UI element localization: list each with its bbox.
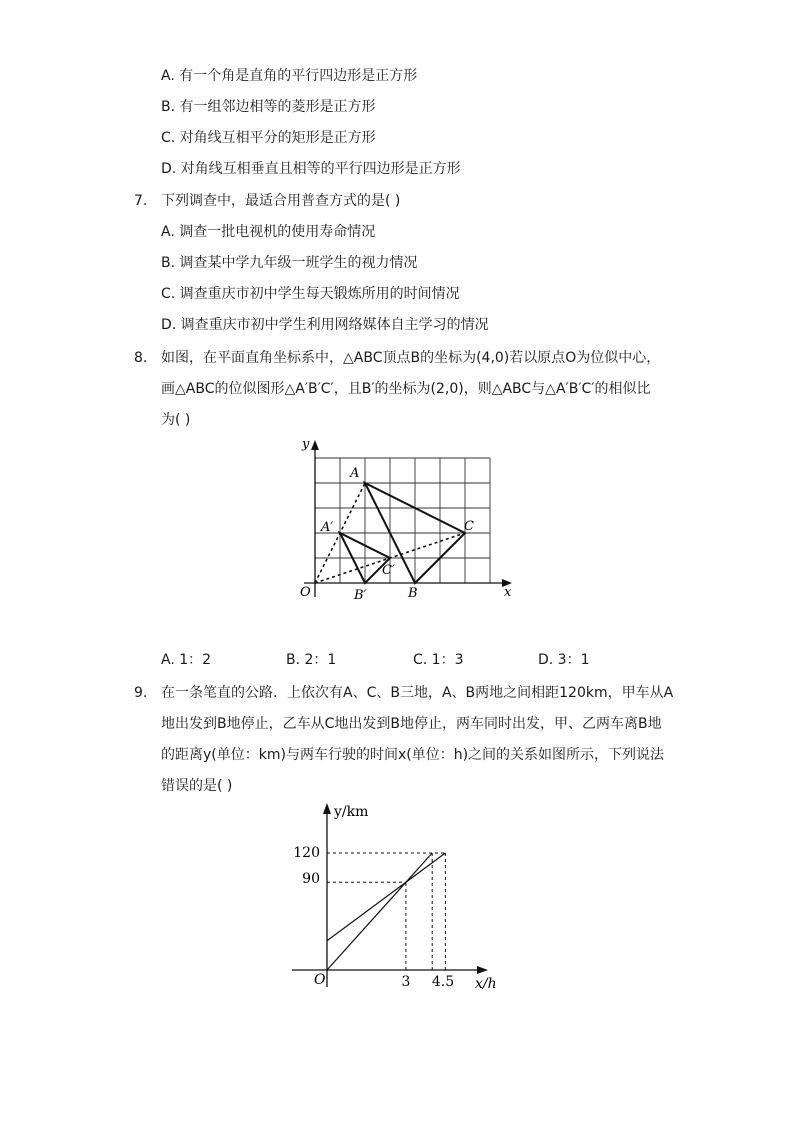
q9-number: 9. (134, 685, 148, 701)
q9-x-axis-arrow (477, 966, 488, 974)
q9-series-line-jia (327, 853, 445, 970)
q9-xtick-4.5: 4.5 (431, 974, 455, 990)
q9-ytick-90: 90 (302, 871, 320, 887)
q8-option-b: B. 2：1 (286, 652, 337, 668)
q9-y-axis-arrow (323, 803, 331, 814)
q8-label-x: x (504, 585, 512, 600)
q8-options (161, 650, 621, 670)
q7-option-c: C. 调查重庆市初中学生每天锻炼所用的时间情况 (161, 286, 460, 302)
q8-option-a: A. 1：2 (161, 652, 212, 668)
q8-label-a1: A′ (321, 520, 334, 535)
q8-stem-line-1: 如图，在平面直角坐标系中，△ABC顶点B的坐标为(4,0)若以原点O为位似中心， (161, 350, 661, 366)
q9-stem-line-2: 地出发到B地停止，乙车从C地出发到B地停止，两车同时出发，甲、乙两车离B地 (161, 716, 662, 732)
q8-label-c: C (464, 519, 474, 534)
q8-label-a: A (350, 466, 360, 481)
q9-ylabel: y/km (334, 804, 369, 820)
q9-stem-line-4: 错误的是( ) (161, 778, 233, 794)
q6-option-a: A. 有一个角是直角的平行四边形是正方形 (161, 68, 418, 84)
q9-ytick-120: 120 (293, 845, 320, 861)
q6-option-d: D. 对角线互相垂直且相等的平行四边形是正方形 (161, 161, 461, 177)
q9-stem-line-1: 在一条笔直的公路．上依次有A、C、B三地，A、B两地之间相距120km，甲车从A (161, 685, 674, 701)
q7-number: 7. (134, 193, 148, 209)
q7-option-a: A. 调查一批电视机的使用寿命情况 (161, 224, 376, 240)
q8-option-c: C. 1：3 (413, 652, 464, 668)
q7-option-d: D. 调查重庆市初中学生利用网络媒体自主学习的情况 (161, 317, 489, 333)
q8-figure (290, 432, 530, 610)
q9-series-line-yi (327, 853, 432, 941)
q7-stem: 下列调查中，最适合用普查方式的是( ) (161, 193, 401, 209)
q8-label-y: y (302, 437, 310, 452)
q9-xlabel: x/h (475, 976, 497, 992)
q7-option-b: B. 调查某中学九年级一班学生的视力情况 (161, 255, 418, 271)
q8-y-axis-arrow (311, 440, 319, 450)
q9-chart (280, 795, 520, 1000)
q8-label-c1: C′ (382, 563, 395, 578)
q8-option-d: D. 3：1 (538, 652, 590, 668)
q6-option-c: C. 对角线互相平分的矩形是正方形 (161, 130, 376, 146)
q8-stem-line-3: 为( ) (161, 412, 191, 428)
q8-stem-line-2: 画△ABC的位似图形△A′B′C′，且B′的坐标为(2,0)，则△ABC与△A′B′C′的相似比 (161, 381, 651, 397)
q9-xtick-3: 3 (401, 974, 411, 990)
q8-label-b1: B′ (354, 588, 367, 603)
q8-label-b: B (408, 586, 418, 601)
q8-label-o: O (300, 585, 311, 600)
q8-number: 8. (134, 350, 148, 366)
q6-option-b: B. 有一组邻边相等的菱形是正方形 (161, 99, 376, 115)
q9-stem-line-3: 的距离y(单位：km)与两车行驶的时间x(单位：h)之间的关系如图所示，下列说法 (161, 747, 665, 763)
q9-origin-label: O (314, 972, 326, 988)
